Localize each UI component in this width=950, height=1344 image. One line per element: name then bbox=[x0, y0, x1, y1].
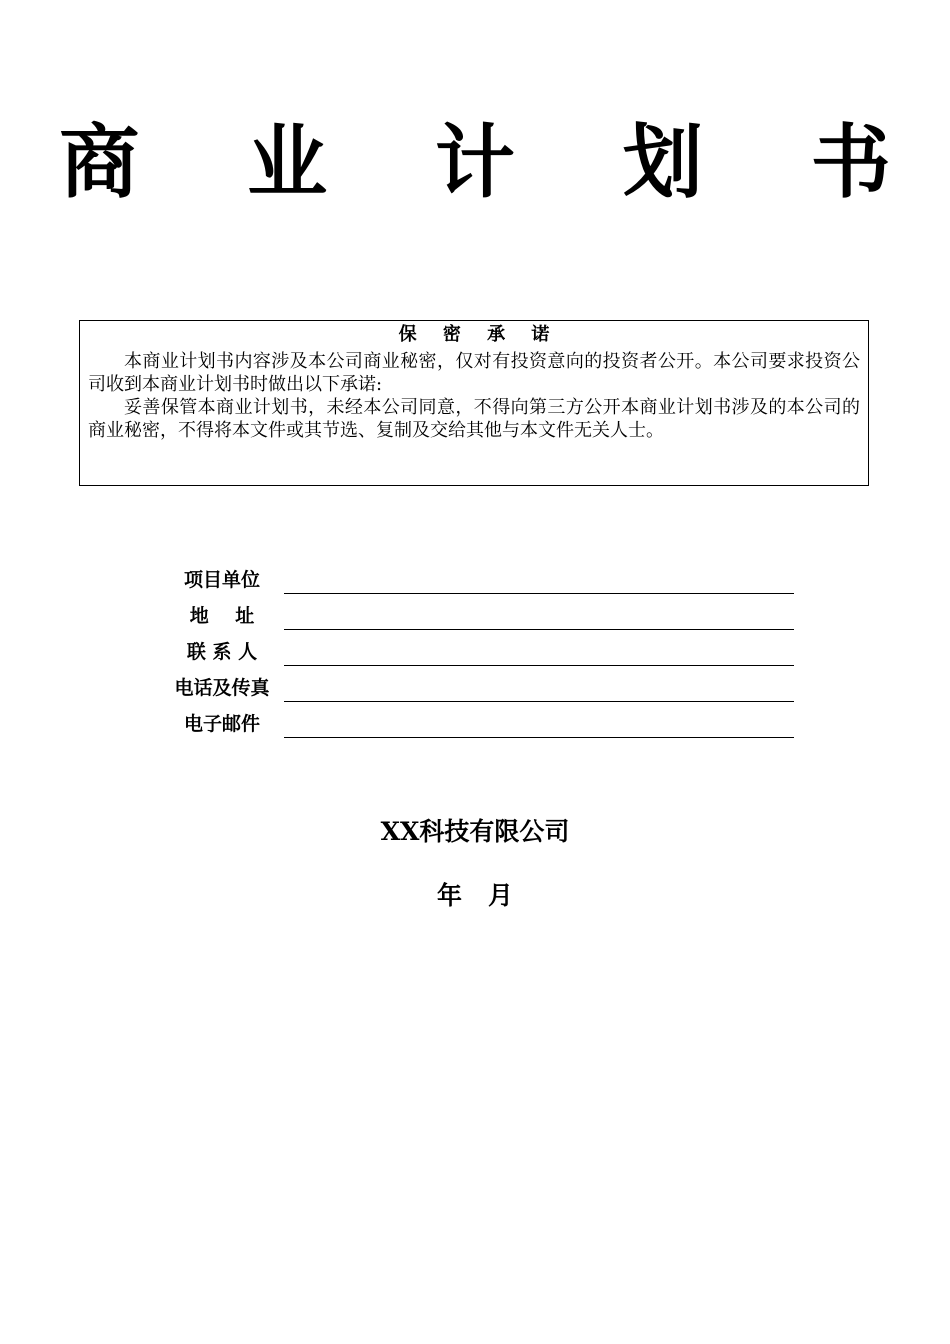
contact-fields bbox=[160, 558, 800, 738]
field-line-phone-fax bbox=[284, 673, 794, 702]
confidentiality-paragraph-1: 本商业计划书内容涉及本公司商业秘密，仅对有投资意向的投资者公开。本公司要求投资公司收到本商业计划书时做出以下承诺: bbox=[88, 351, 860, 395]
field-row-contact-person bbox=[160, 630, 800, 666]
field-line-address bbox=[284, 601, 794, 630]
field-row-address bbox=[160, 594, 800, 630]
field-label-phone-fax: 电话及传真 bbox=[174, 677, 270, 699]
document-date: 年 月 bbox=[436, 881, 514, 910]
field-row-email bbox=[160, 702, 800, 738]
confidentiality-box bbox=[79, 320, 869, 486]
field-label-address: 地 址 bbox=[189, 605, 255, 627]
field-line-contact-person bbox=[284, 637, 794, 666]
field-label-contact-person: 联 系 人 bbox=[186, 641, 258, 663]
company-name: XX科技有限公司 bbox=[380, 817, 570, 846]
confidentiality-paragraph-2: 妥善保管本商业计划书，未经本公司同意，不得向第三方公开本商业计划书涉及的本公司的商业秘密，不得将本文件或其节选、复制及交给其他与本文件无关人士。 bbox=[88, 397, 860, 441]
document-title: 商 业 计 划 书 bbox=[59, 115, 931, 209]
field-row-project-unit bbox=[160, 558, 800, 594]
field-label-email: 电子邮件 bbox=[183, 713, 260, 735]
field-line-project-unit bbox=[284, 565, 794, 594]
confidentiality-heading: 保 密 承 诺 bbox=[398, 324, 560, 345]
field-label-project-unit: 项目单位 bbox=[183, 569, 260, 591]
field-line-email bbox=[284, 709, 794, 738]
field-row-phone-fax bbox=[160, 666, 800, 702]
